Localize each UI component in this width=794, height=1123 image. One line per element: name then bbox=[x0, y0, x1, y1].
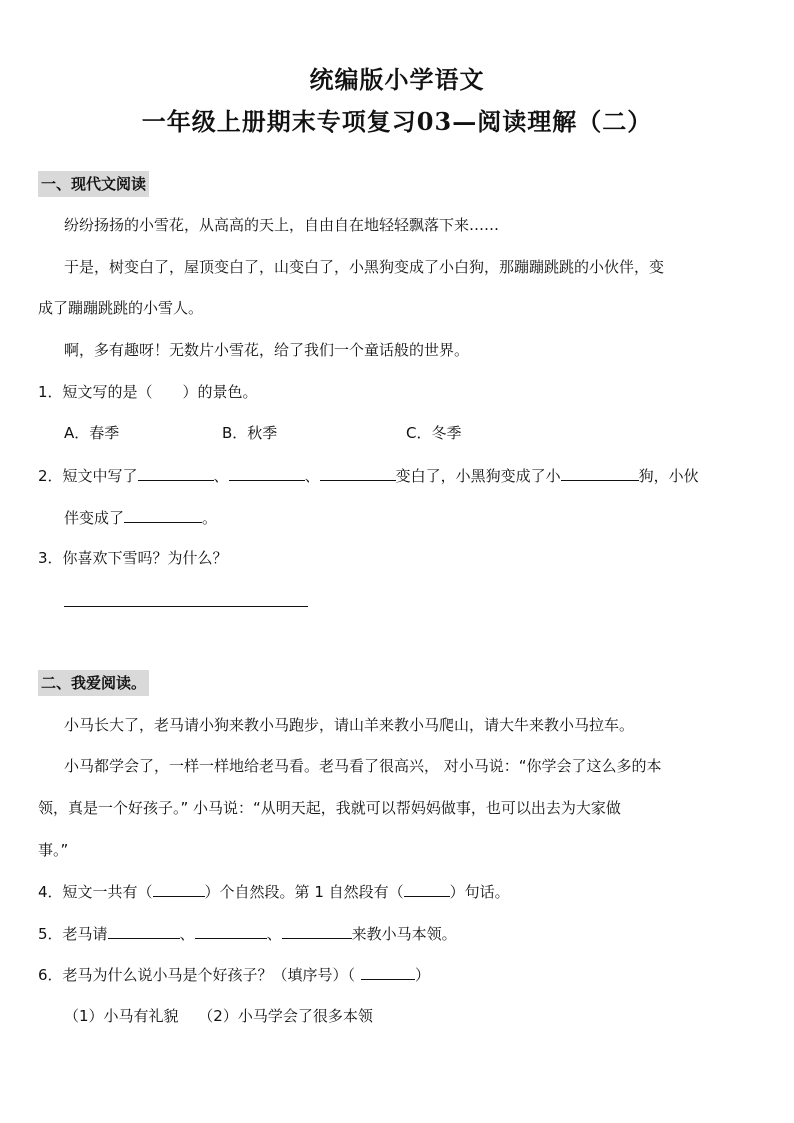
q5-prefix: 5．老马请 bbox=[38, 925, 108, 943]
q2-blank-3[interactable] bbox=[320, 464, 396, 481]
passage1-para2-line2: 成了蹦蹦跳跳的小雪人。 bbox=[38, 299, 204, 317]
question-1: 1．短文写的是（ ）的景色。 bbox=[38, 383, 258, 401]
q6-blank[interactable] bbox=[361, 963, 415, 980]
q2-sep-2: 、 bbox=[304, 467, 320, 485]
q4-blank-1[interactable] bbox=[153, 880, 205, 897]
section-heading-1: 一、现代文阅读 bbox=[38, 171, 149, 197]
q5-blank-1[interactable] bbox=[108, 922, 180, 939]
q2-line2-prefix: 伴变成了 bbox=[64, 509, 125, 527]
q4-mid: ）个自然段。第 1 自然段有（ bbox=[204, 883, 404, 901]
q1-option-a: A．春季 bbox=[64, 424, 120, 442]
passage1-para3: 啊，多有趣呀！无数片小雪花，给了我们一个童话般的世界。 bbox=[64, 341, 470, 359]
q6-text: 6．老马为什么说小马是个好孩子？（填序号）（ bbox=[38, 966, 356, 984]
q5-blank-3[interactable] bbox=[282, 922, 352, 939]
q2-blank-4[interactable] bbox=[561, 464, 639, 481]
passage2-para1: 小马长大了，老马请小狗来教小马跑步，请山羊来教小马爬山，请大牛来教小马拉车。 bbox=[64, 716, 635, 734]
q5-sep-2: 、 bbox=[266, 925, 282, 943]
q5-sep-1: 、 bbox=[179, 925, 195, 943]
passage1-para2-line1: 于是，树变白了，屋顶变白了，山变白了，小黑狗变成了小白狗，那蹦蹦跳跳的小伙伴，变 bbox=[64, 258, 665, 276]
q3-answer-line[interactable] bbox=[64, 605, 308, 607]
q1-option-b: B．秋季 bbox=[222, 424, 278, 442]
q4-blank-2[interactable] bbox=[404, 880, 450, 897]
q2-blank-5[interactable] bbox=[124, 506, 202, 523]
q6-end: ） bbox=[415, 966, 431, 984]
page-title: 统编版小学语文 bbox=[309, 65, 485, 94]
page-subtitle: 一年级上册期末专项复习03—阅读理解（二） bbox=[141, 107, 653, 136]
q5-end: 来教小马本领。 bbox=[351, 925, 457, 943]
q5-blank-2[interactable] bbox=[195, 922, 267, 939]
q1-option-c: C．冬季 bbox=[406, 424, 462, 442]
question-2-line2 bbox=[64, 506, 217, 529]
section-heading-2: 二、我爱阅读。 bbox=[38, 670, 149, 696]
q2-mid: 变白了，小黑狗变成了小 bbox=[395, 467, 561, 485]
question-4 bbox=[38, 880, 510, 903]
q2-after: 狗，小伙 bbox=[638, 467, 699, 485]
passage2-para2-line3: 事。” bbox=[38, 841, 69, 859]
passage1-para1: 纷纷扬扬的小雪花，从高高的天上，自由自在地轻轻飘落下来…… bbox=[64, 216, 500, 234]
question-5 bbox=[38, 922, 457, 945]
q2-sep-1: 、 bbox=[213, 467, 229, 485]
q2-prefix: 2．短文中写了 bbox=[38, 467, 138, 485]
q6-options: （1）小马有礼貌 （2）小马学会了很多本领 bbox=[64, 1007, 373, 1025]
q2-line2-end: 。 bbox=[202, 509, 218, 527]
question-2 bbox=[38, 464, 699, 487]
passage2-para2-line1: 小马都学会了，一样一样地给老马看。老马看了很高兴， 对小马说：“你学会了这么多的本 bbox=[64, 757, 662, 775]
q4-end: ）句话。 bbox=[449, 883, 510, 901]
question-6 bbox=[38, 963, 430, 986]
passage2-para2-line2: 领，真是一个好孩子。” 小马说：“从明天起，我就可以帮妈妈做事，也可以出去为大家做 bbox=[38, 799, 621, 817]
q4-prefix: 4．短文一共有（ bbox=[38, 883, 153, 901]
q2-blank-1[interactable] bbox=[138, 464, 214, 481]
question-3: 3．你喜欢下雪吗？为什么？ bbox=[38, 549, 228, 567]
q2-blank-2[interactable] bbox=[229, 464, 305, 481]
